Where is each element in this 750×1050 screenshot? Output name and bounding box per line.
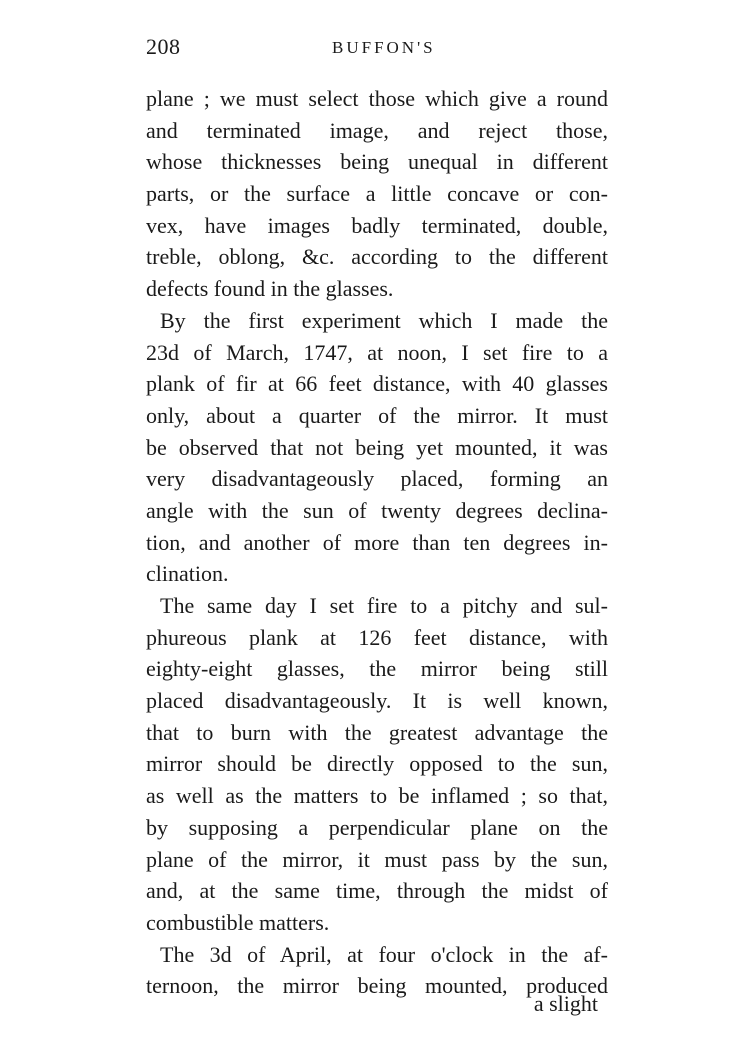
text-line: The 3d of April, at four o'clock in the af- <box>160 941 608 967</box>
catchword: a slight <box>533 991 598 1016</box>
text-line: angle with the sun of twenty degrees declina- <box>146 497 608 523</box>
text-line: and terminated image, and reject those, <box>146 117 608 143</box>
text-line: plank of fir at 66 feet distance, with 40 glasses <box>146 371 608 397</box>
text-line: plane ; we must select those which give a round <box>146 86 608 111</box>
text-line: and, at the same time, through the midst of <box>146 878 608 904</box>
text-line: ternoon, the mirror being mounted, produced <box>146 973 608 999</box>
page-number: 208 <box>146 34 181 59</box>
text-line: eighty-eight glasses, the mirror being still <box>146 656 608 682</box>
page-header <box>146 34 606 64</box>
text-line: defects found in the glasses. <box>146 276 394 302</box>
text-line: parts, or the surface a little concave or con- <box>146 181 608 207</box>
text-line: phureous plank at 126 feet distance, with <box>146 624 608 650</box>
text-line: very disadvantageously placed, forming an <box>146 466 608 492</box>
text-line: as well as the matters to be inflamed ; so that, <box>146 783 608 809</box>
text-line: placed disadvantageously. It is well known, <box>146 688 608 714</box>
text-line: only, about a quarter of the mirror. It must <box>146 402 608 428</box>
text-line: clination. <box>146 561 229 587</box>
text-line: that to burn with the greatest advantage the <box>146 719 608 745</box>
text-line: 23d of March, 1747, at noon, I set fire to a <box>146 339 608 365</box>
text-line: By the first experiment which I made the <box>160 307 608 333</box>
text-line: combustible matters. <box>146 909 330 935</box>
text-line: treble, oblong, &c. according to the different <box>146 244 608 270</box>
text-line: whose thicknesses being unequal in different <box>146 149 608 175</box>
text-line: be observed that not being yet mounted, it was <box>146 434 608 460</box>
text-line: plane of the mirror, it must pass by the sun, <box>146 846 608 872</box>
text-line: The same day I set fire to a pitchy and sul- <box>160 593 608 618</box>
running-head: BUFFON'S <box>332 38 436 57</box>
text-line: by supposing a perpendicular plane on the <box>146 814 608 840</box>
text-line: tion, and another of more than ten degrees in- <box>146 529 608 555</box>
text-line: vex, have images badly terminated, double, <box>146 212 608 238</box>
text-line: mirror should be directly opposed to the sun, <box>146 751 608 777</box>
body-text <box>146 83 608 1002</box>
